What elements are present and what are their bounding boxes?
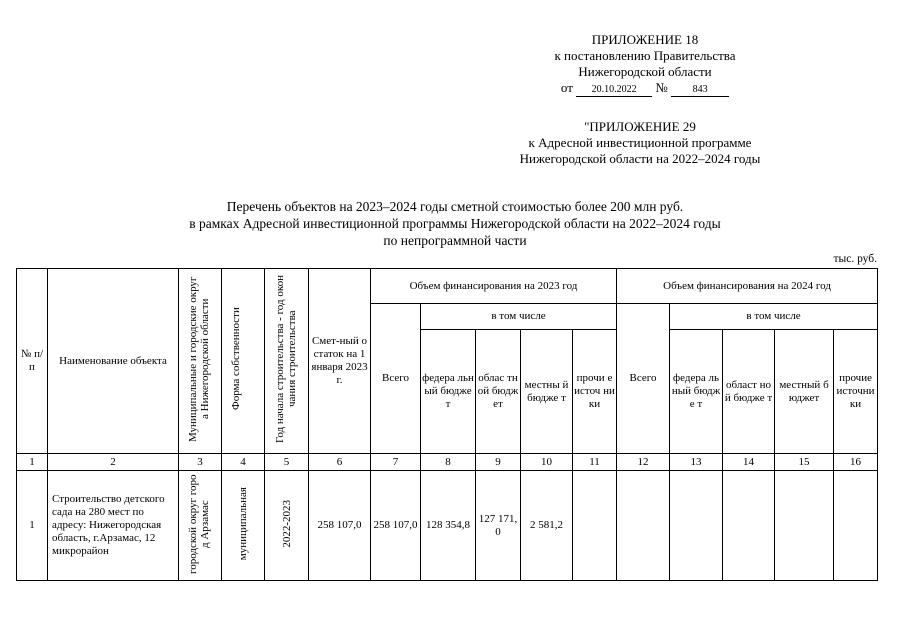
number-label: № bbox=[655, 80, 668, 95]
cell-municipality-text: городской округ город Арзамас bbox=[187, 473, 211, 574]
appendix-29-line2: к Адресной инвестиционной программе bbox=[528, 135, 752, 150]
header-local-2024: местный бюджет bbox=[775, 330, 834, 454]
column-number: 8 bbox=[421, 454, 476, 471]
column-number: 4 bbox=[222, 454, 265, 471]
cell-years-text: 2022-2023 bbox=[280, 499, 293, 548]
column-number: 14 bbox=[723, 454, 775, 471]
header-federal-2023: федера льный бюджет bbox=[421, 330, 476, 454]
cell-total-2024 bbox=[617, 471, 670, 581]
cell-total-2023: 258 107,0 bbox=[371, 471, 421, 581]
cell-local-2024 bbox=[775, 471, 834, 581]
title-line-1: Перечень объектов на 2023–2024 годы сметной стоимостью более 200 млн руб. bbox=[226, 199, 684, 214]
cell-years bbox=[265, 471, 309, 581]
column-number: 1 bbox=[17, 454, 48, 471]
header-municipality-text: Муниципальные и городские округа Нижегородской области bbox=[187, 276, 211, 442]
column-number: 11 bbox=[573, 454, 617, 471]
cell-federal-2024 bbox=[670, 471, 723, 581]
header-other-2024: прочие источники bbox=[834, 330, 878, 454]
header-regional-2024: област ной бюдже т bbox=[723, 330, 775, 454]
column-number: 10 bbox=[521, 454, 573, 471]
column-number: 12 bbox=[617, 454, 670, 471]
appendix-18-block bbox=[520, 32, 770, 97]
header-total-2024: Всего bbox=[617, 304, 670, 454]
appendix-18-line2: к постановлению Правительства bbox=[554, 48, 736, 63]
title-line-2: в рамках Адресной инвестиционной программы Нижегородской области на 2022–2024 годы bbox=[189, 216, 721, 231]
header-ownership-text: Форма собственности bbox=[230, 307, 242, 411]
header-municipality bbox=[179, 269, 222, 454]
header-local-2023: местны й бюдже т bbox=[521, 330, 573, 454]
cell-ownership bbox=[222, 471, 265, 581]
header-federal-2024: федера льный бюдже т bbox=[670, 330, 723, 454]
appendix-29-block bbox=[480, 119, 800, 167]
appendix-18-date-line bbox=[520, 80, 770, 97]
column-number: 16 bbox=[834, 454, 878, 471]
from-label: от bbox=[560, 80, 573, 95]
document-title bbox=[150, 198, 760, 249]
cell-federal-2023: 128 354,8 bbox=[421, 471, 476, 581]
objects-table bbox=[16, 268, 878, 581]
column-number: 7 bbox=[371, 454, 421, 471]
cell-local-2023: 2 581,2 bbox=[521, 471, 573, 581]
appendix-29-line3: Нижегородской области на 2022–2024 годы bbox=[519, 151, 761, 166]
units-label: тыс. руб. bbox=[833, 253, 877, 265]
appendix-18-title: ПРИЛОЖЕНИЕ 18 bbox=[591, 32, 699, 47]
column-number: 2 bbox=[48, 454, 179, 471]
column-number: 15 bbox=[775, 454, 834, 471]
appendix-29-title: "ПРИЛОЖЕНИЕ 29 bbox=[584, 119, 696, 134]
cell-regional-2024 bbox=[723, 471, 775, 581]
cell-balance: 258 107,0 bbox=[309, 471, 371, 581]
header-years bbox=[265, 269, 309, 454]
header-balance: Смет-ный остаток на 1 января 2023 г. bbox=[309, 269, 371, 454]
header-fin-2023: Объем финансирования на 2023 год bbox=[371, 269, 617, 304]
cell-name: Строительство детского сада на 280 мест по адресу: Нижегородская область, г.Арзамас, 12 микрорайон bbox=[48, 471, 179, 581]
table-row bbox=[17, 471, 878, 581]
cell-ownership-text: муниципальная bbox=[237, 486, 249, 561]
header-name: Наименование объекта bbox=[48, 269, 179, 454]
header-total-2023: Всего bbox=[371, 304, 421, 454]
cell-municipality bbox=[179, 471, 222, 581]
cell-other-2024 bbox=[834, 471, 878, 581]
header-incl-2023: в том числе bbox=[421, 304, 617, 330]
header-other-2023: прочи е источ ники bbox=[573, 330, 617, 454]
column-number: 9 bbox=[476, 454, 521, 471]
header-num: № п/п bbox=[17, 269, 48, 454]
appendix-18-line3: Нижегородской области bbox=[578, 64, 712, 79]
cell-regional-2023: 127 171,0 bbox=[476, 471, 521, 581]
column-number: 5 bbox=[265, 454, 309, 471]
cell-num: 1 bbox=[17, 471, 48, 581]
decree-date: 20.10.2022 bbox=[576, 84, 652, 97]
header-fin-2024: Объем финансирования на 2024 год bbox=[617, 269, 878, 304]
header-incl-2024: в том числе bbox=[670, 304, 878, 330]
title-line-3: по непрограммной части bbox=[383, 233, 527, 248]
header-ownership bbox=[222, 269, 265, 454]
cell-other-2023 bbox=[573, 471, 617, 581]
header-years-text: Год начала строительства - год окончания строительства bbox=[273, 275, 298, 444]
column-number: 3 bbox=[179, 454, 222, 471]
column-number: 6 bbox=[309, 454, 371, 471]
column-number: 13 bbox=[670, 454, 723, 471]
header-regional-2023: облас тной бюдж ет bbox=[476, 330, 521, 454]
decree-number: 843 bbox=[671, 84, 729, 97]
